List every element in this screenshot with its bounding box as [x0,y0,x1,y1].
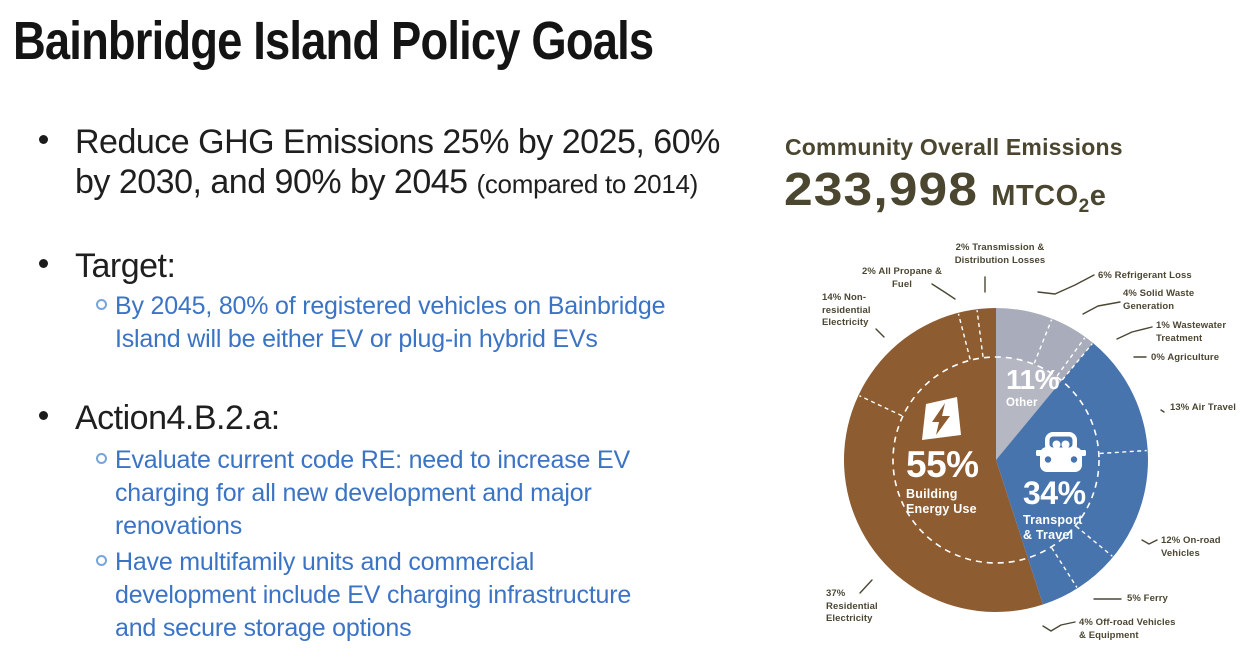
callout-all-propane-fuel: 2% All Propane & Fuel [862,266,942,290]
callout-connector [1038,275,1094,294]
callout-off-road-vehicles-equipment: 4% Off-road Vehicles & Equipment [1079,617,1176,641]
subbullet-evaluate-code-text: Evaluate current code RE: need to increase EV charging for all new development and major renovations [115,446,630,540]
segment-pct: 11% [1006,364,1059,395]
bullet-marker-icon [39,411,48,420]
segment-name: Transport & Travel [1023,513,1083,542]
callout-wastewater-treatment: 1% Wastewater Treatment [1156,320,1227,344]
callout-connector [876,329,884,337]
callout-connector [1161,410,1164,412]
chart-total [784,162,1106,218]
segment-name: Other [1006,397,1038,409]
subbullet-marker-icon [96,299,107,310]
bullet-marker-icon [39,135,48,144]
segment-label-transport [1023,477,1095,543]
callout-connector [1117,327,1152,339]
callout-on-road-vehicles: 12% On-road Vehicles [1161,535,1221,559]
bullet-marker-icon [39,259,48,268]
subbullet-multifamily-text: Have multifamily units and commercial development include EV charging infrastructure and secure storage options [115,548,632,642]
callout-transmission-distribution-losses: 2% Transmission & Distribution Losses [954,242,1046,266]
callout-air-travel: 13% Air Travel [1170,402,1237,413]
bullet-reduce-ghg-text [75,122,747,204]
callout-refrigerant-loss: 6% Refrigerant Loss [1098,270,1192,281]
callout-solid-waste-generation: 4% Solid Waste Generation [1123,288,1195,312]
callout-non-residential-electricity: 14% Non-residential Electricity [822,292,871,328]
segment-label-other [1006,366,1059,411]
callout-connector [1142,540,1157,544]
subbullet-marker-icon [96,453,107,464]
emissions-sunburst-chart [780,240,1260,671]
chart-total-value: 233,998 [784,163,979,215]
chart-total-unit: $MTCO_2e$ [991,180,1107,217]
bullet-target-text: Target: [75,247,176,285]
subbullet-marker-icon [96,555,107,566]
subbullet-ev-target-text: By 2045, 80% of registered vehicles on Bainbridge Island will be either EV or plug-in hybrid EVs [115,292,666,353]
callout-connector [1083,302,1120,314]
callout-connector [1043,622,1075,631]
segment-name: Building Energy Use [906,487,977,516]
callout-agriculture: 0% Agriculture [1151,352,1220,363]
page-title: Bainbridge Island Policy Goals [13,11,654,71]
bullet-action-text: Action4.B.2.a: [75,399,280,437]
segment-pct: 55% [906,444,979,485]
lightning-bolt-icon [919,395,964,447]
bullet-line: by 2030, and 90% by 2045 (compared to 2014) [75,163,699,201]
callout-ferry: 5% Ferry [1127,593,1168,604]
segment-label-building [906,446,986,517]
bullet-line: Reduce GHG Emissions 25% by 2025, 60% [75,123,720,161]
callout-residential-electricity: 37% Residential Electricity [826,588,878,624]
chart-title: Community Overall Emissions [785,134,1123,160]
segment-pct: 34% [1023,475,1086,511]
car-icon [1036,431,1086,481]
bullet-note: (compared to 2014) [476,169,699,199]
